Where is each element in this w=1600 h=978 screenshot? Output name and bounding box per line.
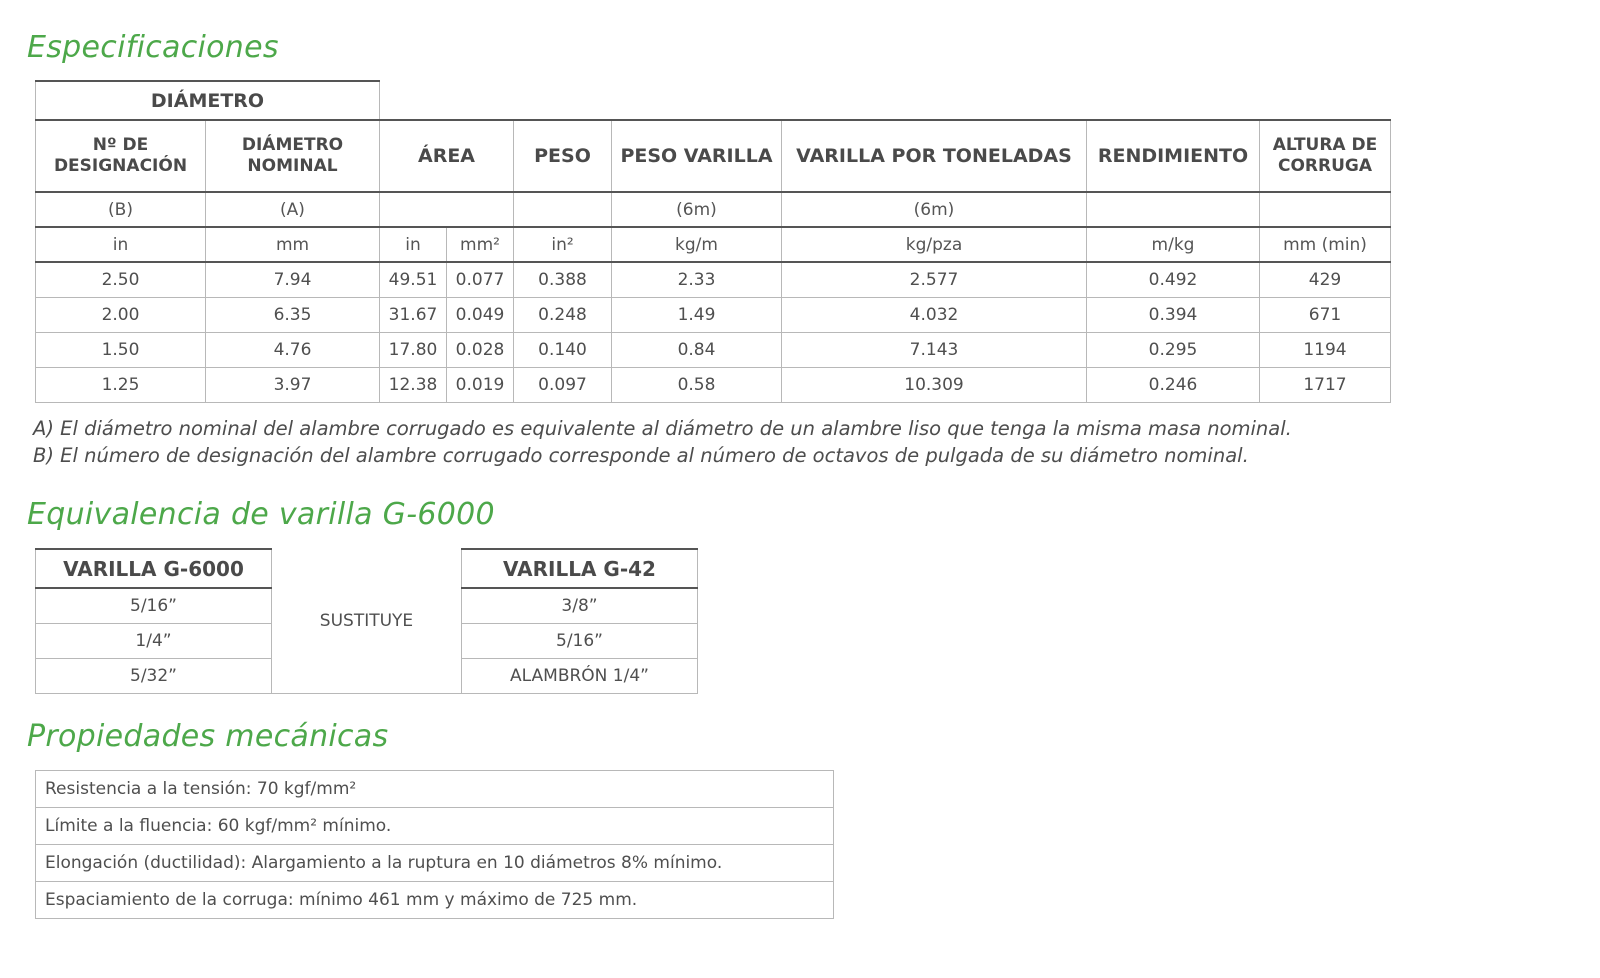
unit-cell: kg/pza (782, 227, 1087, 262)
specifications-table (35, 80, 1391, 403)
g6000-cell: 5/16” (36, 588, 272, 624)
data-cell: 0.84 (612, 333, 782, 368)
mechanical-properties-table (35, 770, 834, 919)
data-cell: 1.50 (36, 333, 206, 368)
data-cell: 6.35 (206, 298, 380, 333)
ref-cell: (A) (206, 192, 380, 227)
g6000-cell: 1/4” (36, 624, 272, 659)
header-g6000: VARILLA G-6000 (36, 549, 272, 588)
header-nominal-diameter: DIÁMETRO NOMINAL (206, 120, 380, 192)
unit-cell: kg/m (612, 227, 782, 262)
data-cell: 2.00 (36, 298, 206, 333)
ref-cell: (6m) (782, 192, 1087, 227)
data-cell: 4.032 (782, 298, 1087, 333)
ref-cell (514, 192, 612, 227)
data-cell: 2.50 (36, 262, 206, 298)
data-cell: 0.295 (1087, 333, 1260, 368)
unit-cell: mm (206, 227, 380, 262)
data-cell: 49.51 (380, 262, 447, 298)
data-cell: 429 (1260, 262, 1391, 298)
data-cell: 17.80 (380, 333, 447, 368)
data-cell: 0.140 (514, 333, 612, 368)
properties-title: Propiedades mecánicas (27, 719, 389, 754)
data-cell: 31.67 (380, 298, 447, 333)
data-cell: 1.49 (612, 298, 782, 333)
data-cell: 671 (1260, 298, 1391, 333)
table-row (36, 298, 1391, 333)
equivalence-title: Equivalencia de varilla G-6000 (27, 497, 495, 532)
data-cell: 3.97 (206, 368, 380, 403)
ref-cell: (6m) (612, 192, 782, 227)
g6000-cell: 5/32” (36, 659, 272, 694)
data-cell: 10.309 (782, 368, 1087, 403)
data-cell: 0.492 (1087, 262, 1260, 298)
g42-cell: 3/8” (462, 588, 698, 624)
footnote-a: A) El diámetro nominal del alambre corrugado es equivalente al diámetro de un alambre liso que tenga la misma masa nominal. (33, 417, 1292, 440)
unit-cell: m/kg (1087, 227, 1260, 262)
data-cell: 0.394 (1087, 298, 1260, 333)
table-row (36, 262, 1391, 298)
data-cell: 12.38 (380, 368, 447, 403)
unit-cell: in² (514, 227, 612, 262)
header-weight: PESO (514, 120, 612, 192)
header-designation: Nº DE DESIGNACIÓN (36, 120, 206, 192)
footnote-b: B) El número de designación del alambre corrugado corresponde al número de octavos de pulgada de su diámetro nominal. (33, 444, 1249, 467)
data-cell: 7.143 (782, 333, 1087, 368)
property-yield-limit: Límite a la fluencia: 60 kgf/mm² mínimo. (36, 808, 834, 845)
data-cell: 4.76 (206, 333, 380, 368)
data-cell: 0.388 (514, 262, 612, 298)
table-row (36, 368, 1391, 403)
data-cell: 0.58 (612, 368, 782, 403)
unit-cell: in (380, 227, 447, 262)
ref-cell (1087, 192, 1260, 227)
diameter-group-header: DIÁMETRO (36, 81, 380, 120)
header-rod-weight: PESO VARILLA (612, 120, 782, 192)
footnotes (33, 415, 1292, 469)
ref-cell: (B) (36, 192, 206, 227)
ref-cell (1260, 192, 1391, 227)
data-cell: 1.25 (36, 368, 206, 403)
data-cell: 2.577 (782, 262, 1087, 298)
data-cell: 0.028 (447, 333, 514, 368)
header-g42: VARILLA G-42 (462, 549, 698, 588)
data-cell: 0.246 (1087, 368, 1260, 403)
specifications-title: Especificaciones (27, 30, 279, 65)
header-corrugation-height: ALTURA DE CORRUGA (1260, 120, 1391, 192)
ref-cell (380, 192, 514, 227)
header-yield: RENDIMIENTO (1087, 120, 1260, 192)
unit-cell: mm² (447, 227, 514, 262)
data-cell: 0.248 (514, 298, 612, 333)
g42-cell: 5/16” (462, 624, 698, 659)
unit-cell: mm (min) (1260, 227, 1391, 262)
g42-cell: ALAMBRÓN 1/4” (462, 659, 698, 694)
data-cell: 0.019 (447, 368, 514, 403)
data-cell: 1717 (1260, 368, 1391, 403)
substitutes-label: SUSTITUYE (272, 549, 462, 694)
header-area: ÁREA (380, 120, 514, 192)
data-cell: 0.049 (447, 298, 514, 333)
data-cell: 2.33 (612, 262, 782, 298)
data-cell: 0.077 (447, 262, 514, 298)
data-cell: 1194 (1260, 333, 1391, 368)
property-corrugation-spacing: Espaciamiento de la corruga: mínimo 461 mm y máximo de 725 mm. (36, 882, 834, 919)
unit-cell: in (36, 227, 206, 262)
equivalence-table (35, 548, 698, 694)
data-cell: 7.94 (206, 262, 380, 298)
property-elongation: Elongación (ductilidad): Alargamiento a la ruptura en 10 diámetros 8% mínimo. (36, 845, 834, 882)
table-row (36, 333, 1391, 368)
header-rods-per-ton: VARILLA POR TONELADAS (782, 120, 1087, 192)
property-tensile-strength: Resistencia a la tensión: 70 kgf/mm² (36, 771, 834, 808)
data-cell: 0.097 (514, 368, 612, 403)
